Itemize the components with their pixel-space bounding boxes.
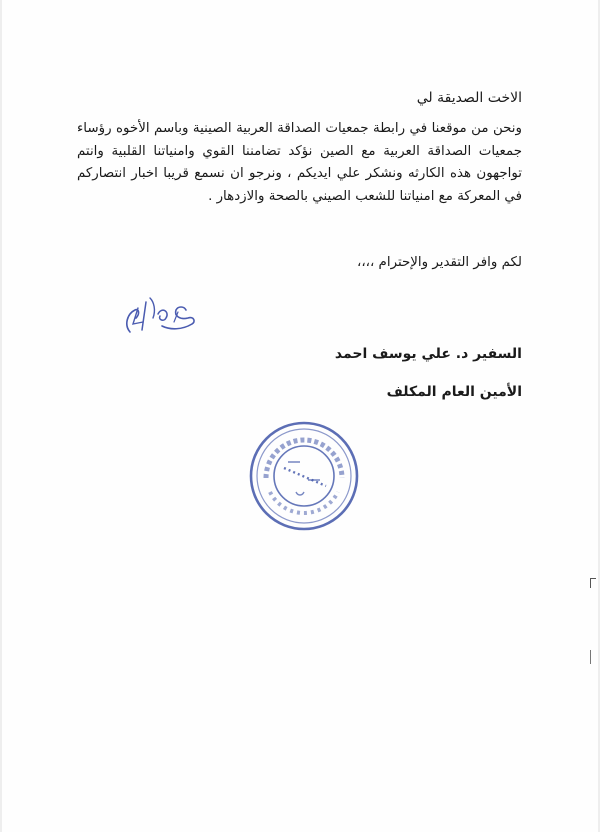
sender-name: السفير د. علي يوسف احمد — [334, 346, 522, 362]
sender-title: الأمين العام المكلف — [386, 384, 522, 400]
handwritten-signature — [118, 292, 200, 344]
scan-edge-mark — [590, 578, 596, 588]
scan-edge-mark — [590, 650, 595, 664]
closing-line: لكم وافر التقدير والإحترام ،،،، — [357, 255, 522, 270]
letter-body: ونحن من موقعنا في رابطة جمعيات الصداقة العربية الصينية وباسم الأخوه رؤساء جمعيات الصداقة العربية مع الصين نؤكد تضامننا القوي وامنياتنا القلبية وانتم تواجهون هذه الكارثه ونشكر علي ايديكم ، ونرجو ان نسمع قريبا اخبار انتصاركم في المعركة مع امنياتنا للشعب الصيني بالصحة والازدهار . — [77, 121, 522, 204]
scan-edge-mark — [0, 0, 2, 832]
salutation: الاخت الصديقة لي — [416, 90, 522, 106]
official-stamp — [248, 420, 360, 532]
